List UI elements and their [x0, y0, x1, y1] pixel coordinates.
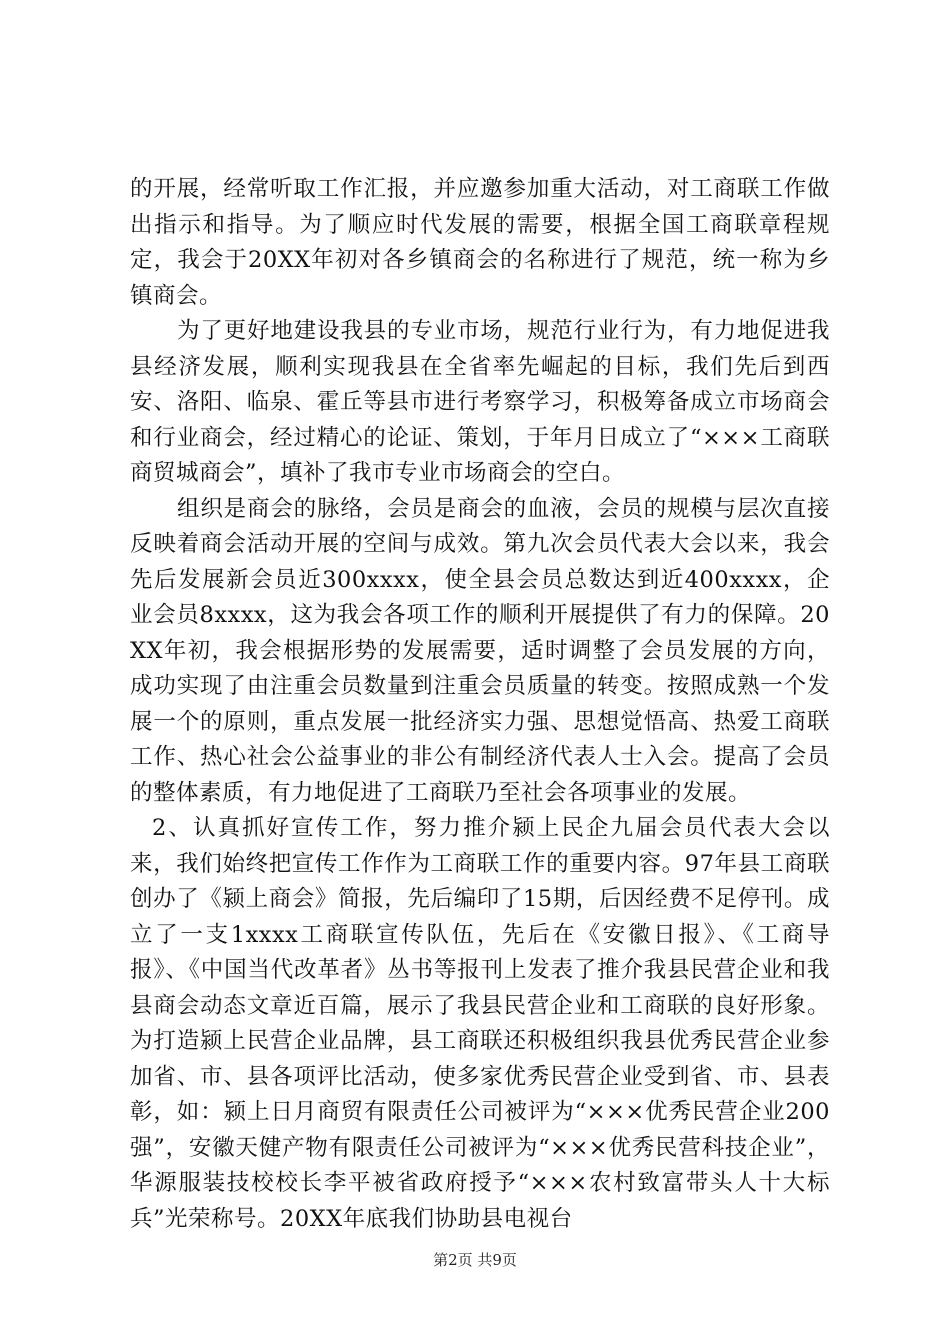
paragraph-continuation: 的开展，经常听取工作汇报，并应邀参加重大活动，对工商联工作做出指示和指导。为了顺应时代发展的需要，根据全国工商联章程规定，我会于20XX年初对各乡镇商会的名称进行了规范，统一称为乡镇商会。 [130, 176, 830, 309]
paragraph-publicity: 2、认真抓好宣传工作，努力推介颍上民企九届会员代表大会以来，我们始终把宣传工作作为工商联工作的重要内容。97年县工商联创办了《颍上商会》简报，先后编印了15期，后因经费不足停刊。成立了一支1xxxx工商联宣传队伍，先后在《安徽日报》、《工商导报》、《中国当代改革者》丛书等报刊上发表了推介我县民营企业和我县商会动态文章近百篇，展示了我县民营企业和工商联的良好形象。为打造颍上民营企业品牌，县工商联还积极组织我县优秀民营企业参加省、市、县各项评比活动，使多家优秀民营企业受到省、市、县表彰，如：颍上日月商贸有限责任公司被评为“×××优秀民营企业200强”，安徽天健产物有限责任公司被评为“×××优秀民营科技企业”，华源服装技校校长李平被省政府授予“×××农村致富带头人十大标兵”光荣称号。20XX年底我们协助县电视台 [130, 815, 830, 1232]
document-body [130, 172, 830, 1237]
paragraph-membership: 组织是商会的脉络，会员是商会的血液，会员的规模与层次直接反映着商会活动开展的空间与成效。第九次会员代表大会以来，我会先后发展新会员近300xxxx，使全县会员总数达到近400xxxx，企业会员8xxxx，这为我会各项工作的顺利开展提供了有力的保障。20XX年初，我会根据形势的发展需要，适时调整了会员发展的方向，成功实现了由注重会员数量到注重会员质量的转变。按照成熟一个发展一个的原则，重点发展一批经济实力强、思想觉悟高、热爱工商联工作、热心社会公益事业的非公有制经济代表人士入会。提高了会员的整体素质，有力地促进了工商联乃至社会各项事业的发展。 [130, 495, 830, 806]
page-footer: 第2页 共9页 [433, 1251, 517, 1269]
paragraph-specialty-market: 为了更好地建设我县的专业市场，规范行业行为，有力地促进我县经济发展，顺利实现我县在全省率先崛起的目标，我们先后到西安、洛阳、临泉、霍丘等县市进行考察学习，积极筹备成立市场商会和行业商会，经过精心的论证、策划，于年月日成立了“×××工商联商贸城商会”，填补了我市专业市场商会的空白。 [130, 318, 830, 486]
